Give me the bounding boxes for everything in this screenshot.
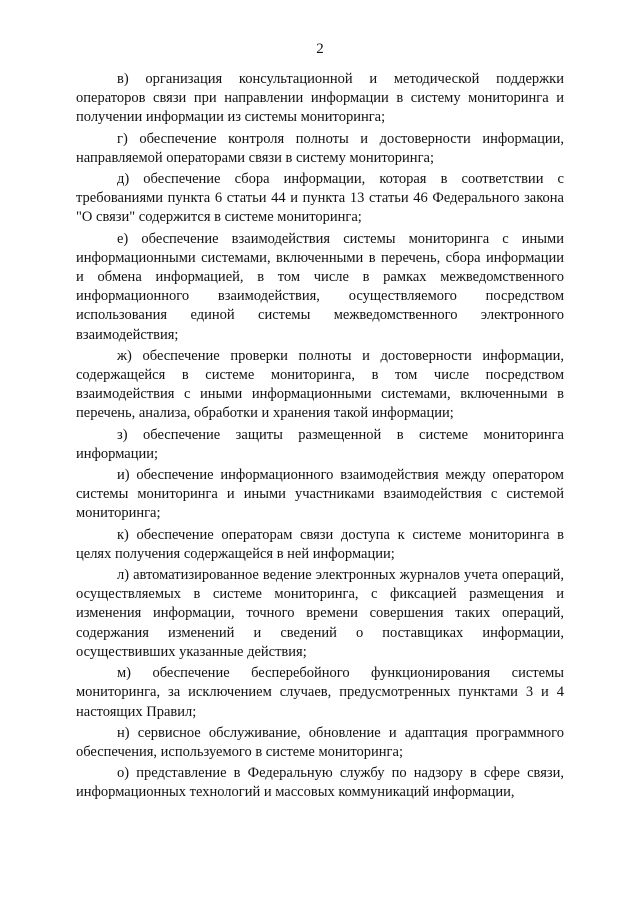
paragraph-d: д) обеспечение сбора информации, которая в соответствии с требованиями пункта 6 статьи 44 и пункта 13 статьи 46 Федерального закона "О связи" содержится в системе мониторинга; xyxy=(76,171,564,226)
document-body xyxy=(76,70,564,805)
paragraph-l: л) автоматизированное ведение электронных журналов учета операций, осуществляемых в системе мониторинга, с фиксацией размещения и изменения информации, точного времени совершения таких операций, содержания изменений и сведений о поставщиках информации, осуществивших указанные действия; xyxy=(76,567,564,660)
page-number: 2 xyxy=(316,41,324,57)
paragraph-zh: ж) обеспечение проверки полноты и достоверности информации, содержащейся в системе мониторинга, в том числе посредством взаимодействия с иными информационными системами, включенными в перечень, анализа, обработки и хранения такой информации; xyxy=(76,347,564,422)
paragraph-i: и) обеспечение информационного взаимодействия между оператором системы мониторинга и иными участниками взаимодействия с системой мониторинга; xyxy=(76,467,564,522)
paragraph-m: м) обеспечение бесперебойного функционирования системы мониторинга, за исключением случаев, предусмотренных пунктами 3 и 4 настоящих Правил; xyxy=(76,665,564,720)
paragraph-o: о) представление в Федеральную службу по надзору в сфере связи, информационных технологий и массовых коммуникаций информации, xyxy=(76,765,564,801)
paragraph-e: е) обеспечение взаимодействия системы мониторинга с иными информационными системами, включенными в перечень, сбора информации и обмена информацией, в том числе в рамках межведомственного информационного взаимодействия, осуществляемого посредством использования единой системы межведомственного электронного взаимодействия; xyxy=(76,230,564,343)
paragraph-g: г) обеспечение контроля полноты и достоверности информации, направляемой операторами связи в систему мониторинга; xyxy=(76,130,564,166)
paragraph-k: к) обеспечение операторам связи доступа к системе мониторинга в целях получения содержащейся в ней информации; xyxy=(76,526,564,562)
paragraph-n: н) сервисное обслуживание, обновление и адаптация программного обеспечения, используемого в системе мониторинга; xyxy=(76,724,564,760)
paragraph-v: в) организация консультационной и методической поддержки операторов связи при направлении информации в систему мониторинга и получении информации из системы мониторинга; xyxy=(76,71,564,126)
paragraph-z: з) обеспечение защиты размещенной в системе мониторинга информации; xyxy=(76,426,564,462)
